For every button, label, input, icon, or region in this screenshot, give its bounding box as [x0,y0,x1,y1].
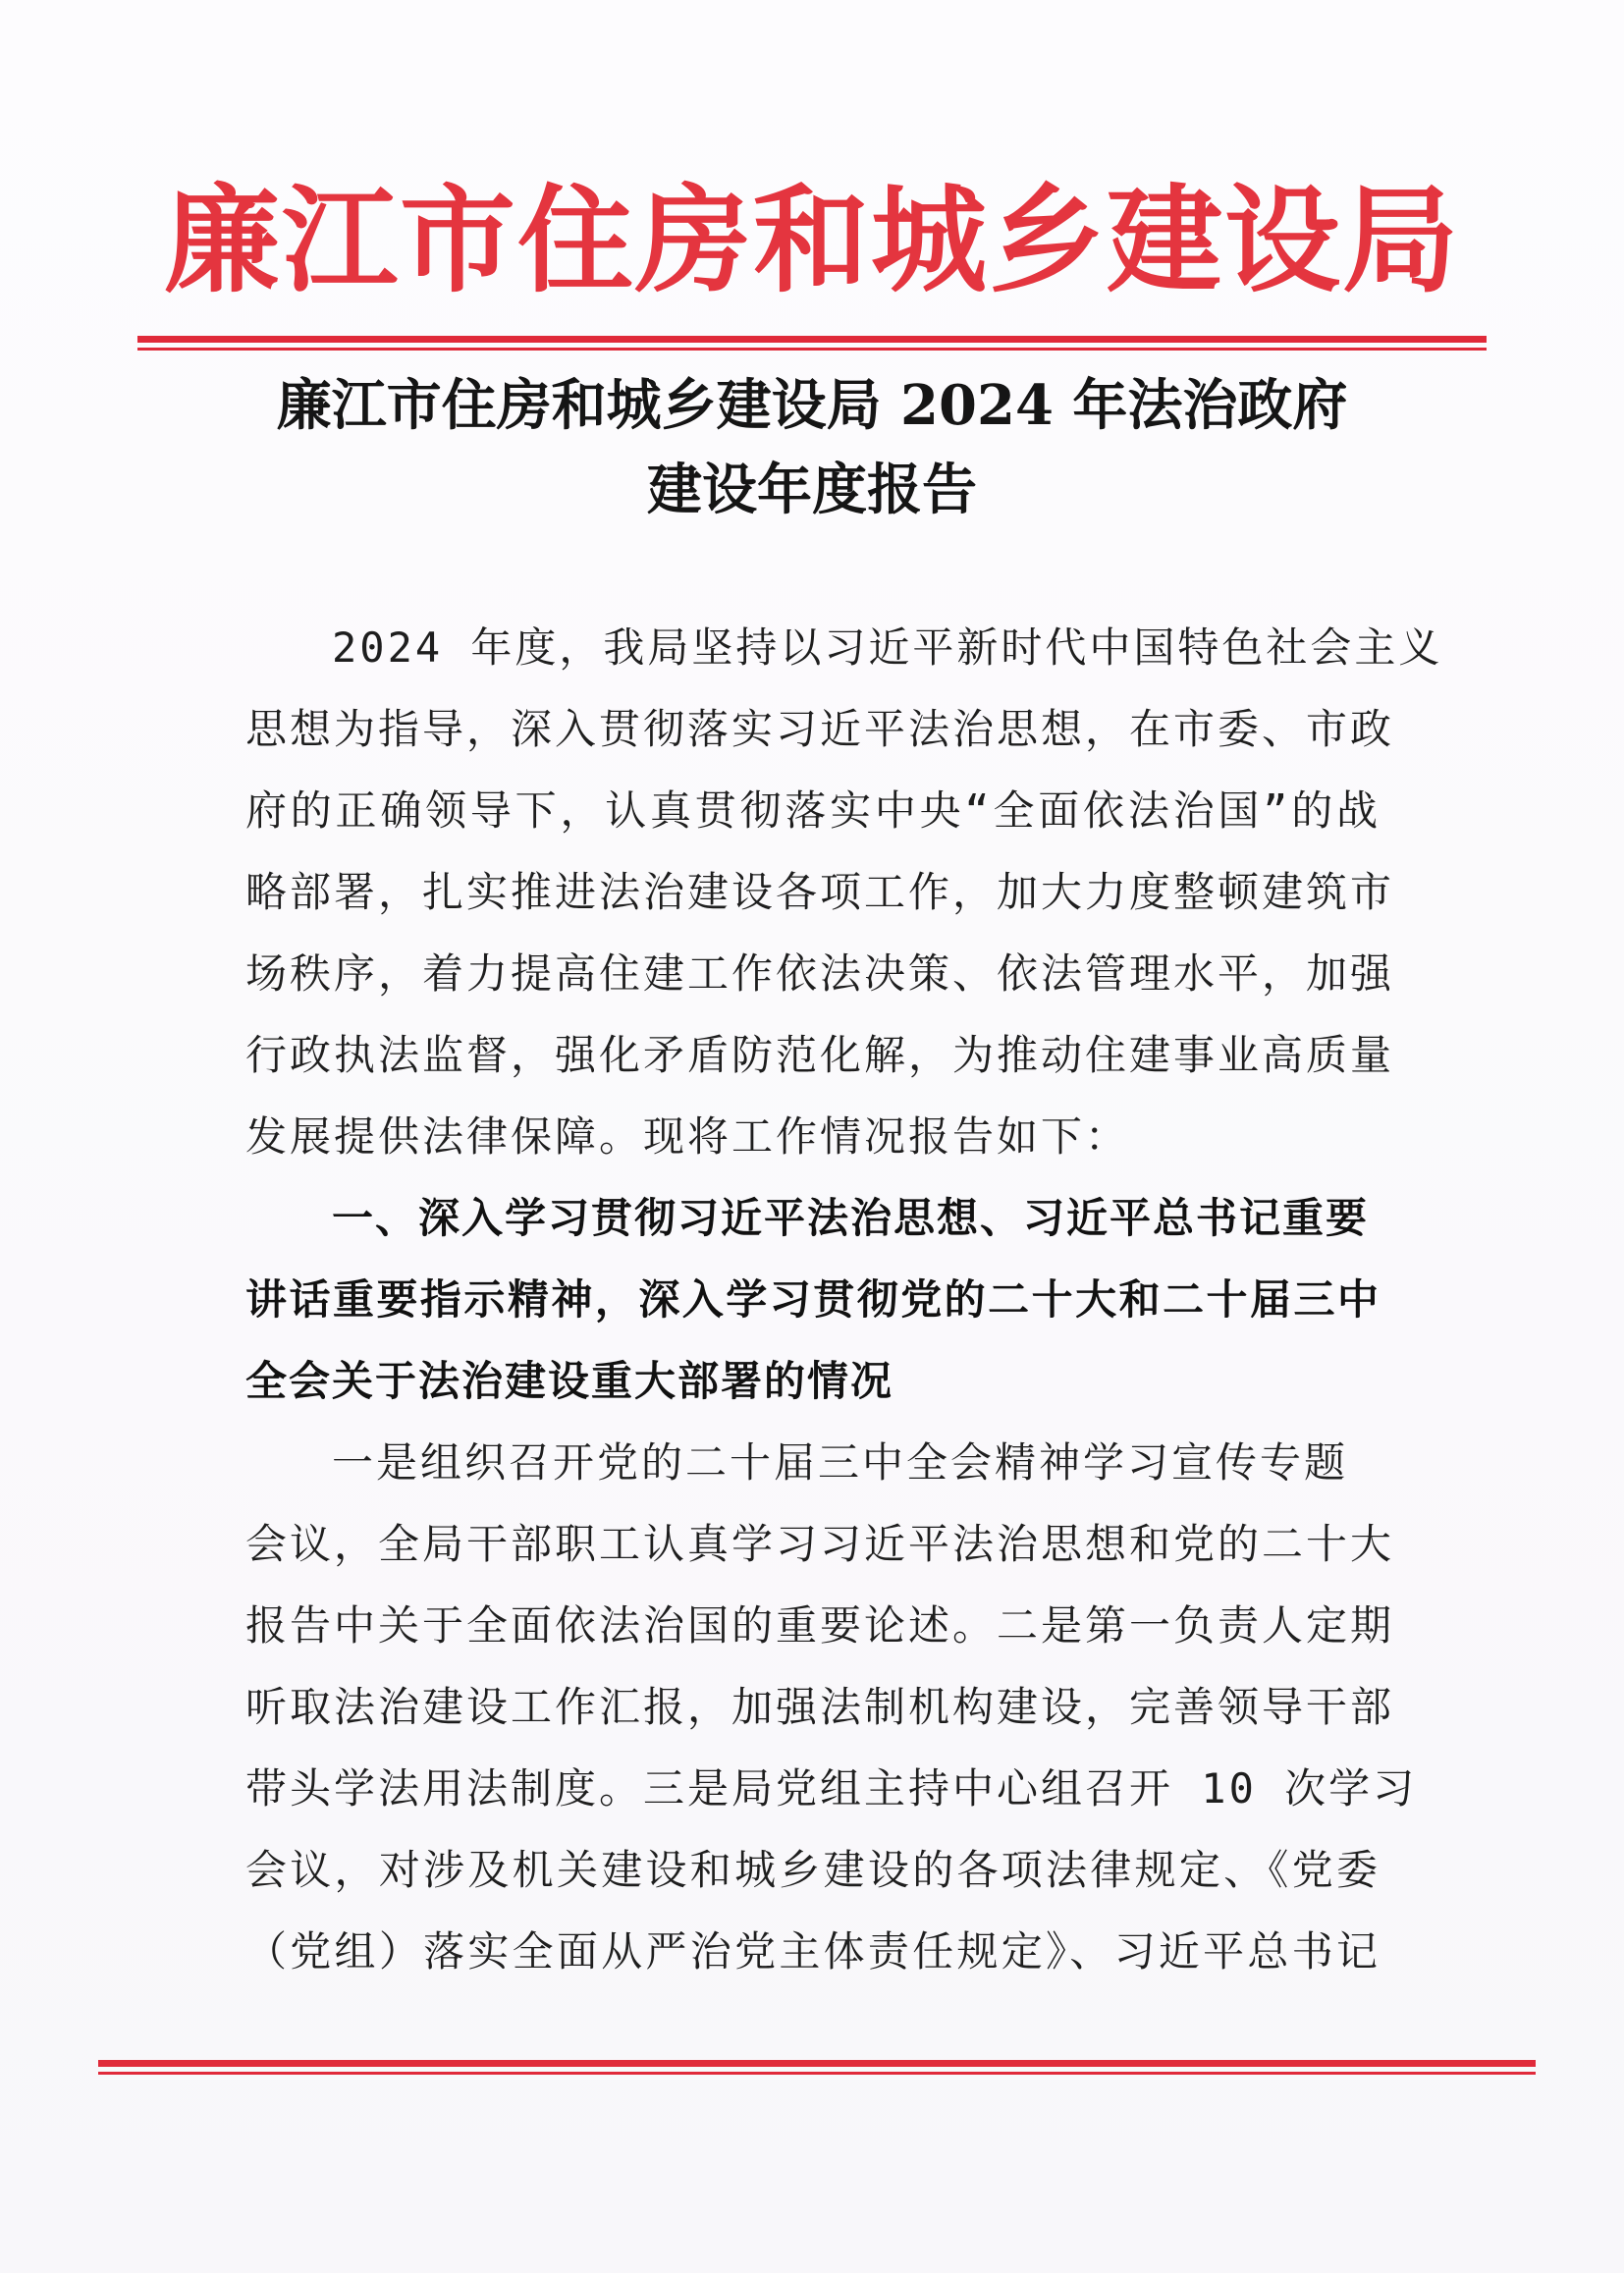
body-line: 场秩序，着力提高住建工作依法决策、依法管理水平，加强 [245,949,1395,998]
section-heading-line: 讲话重要指示精神，深入学习贯彻党的二十大和二十届三中 [245,1275,1380,1324]
footer-red-rule [98,2060,1536,2078]
body-line: 会议，全局干部职工认真学习习近平法治思想和党的二十大 [245,1520,1395,1568]
red-rule-thick [98,2060,1536,2067]
body-line: 思想为指导，深入贯彻落实习近平法治思想，在市委、市政 [245,705,1395,753]
red-rule-thick [137,336,1487,343]
letterhead-org-name: 廉江市住房和城乡建设局 [163,172,1460,308]
letterhead-red-rule [137,336,1487,353]
body-line: 一是组织召开党的二十届三中全会精神学习宣传专题 [332,1438,1349,1487]
body-line: （党组）落实全面从严治党主体责任规定》、习近平总书记 [245,1927,1380,1975]
body-line: 听取法治建设工作汇报，加强法制机构建设，完善领导干部 [245,1683,1395,1731]
body-line: 2024 年度，我局坚持以习近平新时代中国特色社会主义 [332,623,1443,672]
body-line: 报告中关于全面依法治国的重要论述。二是第一负责人定期 [245,1601,1395,1650]
body-line: 带头学法用法制度。三是局党组主持中心组召开 10 次学习 [245,1764,1418,1813]
document-title-line-2: 建设年度报告 [647,458,977,522]
body-line: 会议，对涉及机关建设和城乡建设的各项法律规定、《党委 [245,1846,1380,1894]
section-heading-line: 全会关于法治建设重大部署的情况 [245,1357,894,1405]
document-body [245,607,1443,1992]
document-title [196,363,1428,532]
body-line: 略部署，扎实推进法治建设各项工作，加大力度整顿建筑市 [245,868,1395,916]
body-line: 发展提供法律保障。现将工作情况报告如下： [245,1112,1130,1161]
section-heading-line: 一、深入学习贯彻习近平法治思想、习近平总书记重要 [332,1194,1370,1242]
document-title-line-1: 廉江市住房和城乡建设局 2024 年法治政府 [276,373,1348,438]
body-line: 行政执法监督，强化矛盾防范化解，为推动住建事业高质量 [245,1031,1395,1079]
body-line: 府的正确领导下，认真贯彻落实中央“全面依法治国”的战 [245,786,1380,835]
red-rule-thin [98,2072,1536,2075]
red-rule-thin [137,348,1487,351]
